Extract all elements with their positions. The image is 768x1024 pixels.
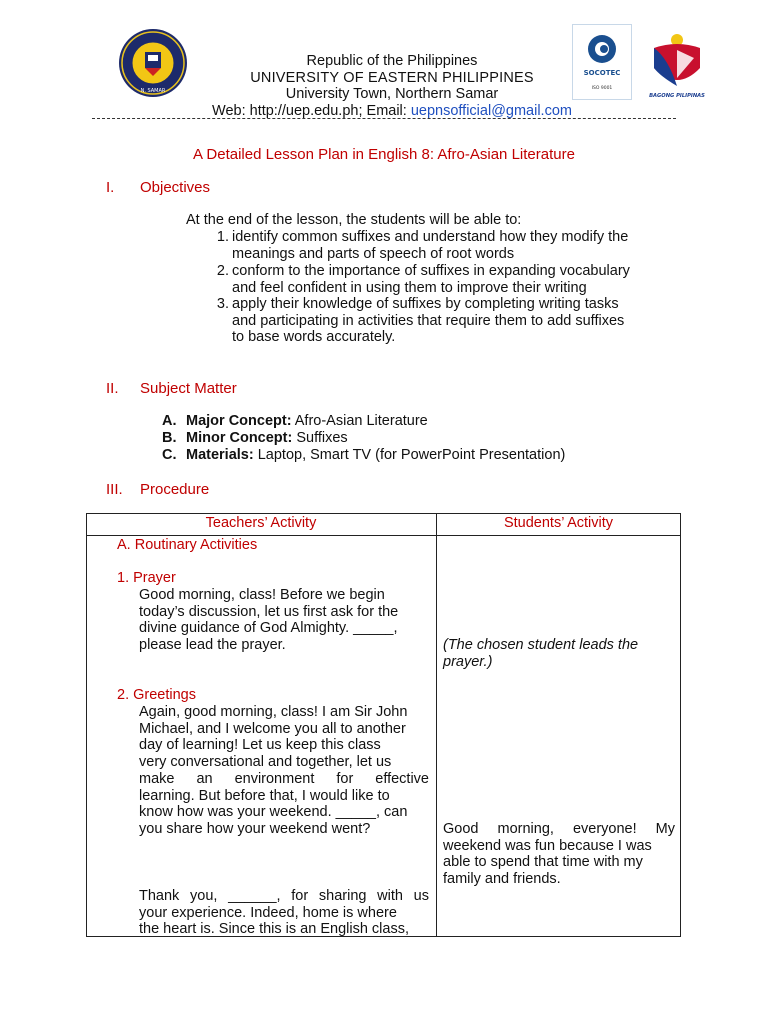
greetings-line-1: Again, good morning, class! I am Sir John [139, 704, 408, 720]
seal-bottom-text: N. SAMAR [140, 88, 166, 94]
greetings-line-8: you share how your weekend went? [139, 820, 371, 837]
major-concept-key: Major Concept: [186, 413, 292, 429]
subject-matter-number: II. [106, 380, 119, 397]
prayer-line-1: Good morning, class! Before we begin [139, 587, 385, 603]
objective-1-line-1: identify common suffixes and understand how they modify the [232, 229, 629, 245]
subject-minor-concept [186, 430, 348, 446]
objectives-number: I. [106, 179, 115, 196]
greetings-line-2: Michael, and I welcome you all to another [139, 720, 406, 737]
procedure-heading: Procedure [140, 481, 210, 498]
prayer-student-line-2: prayer.) [443, 653, 493, 670]
objective-3 [232, 296, 675, 346]
subject-c-letter: C. [162, 447, 177, 463]
greetings-line-5: make an environment for effective [139, 770, 429, 787]
materials-value: Laptop, Smart TV (for PowerPoint Presentation) [253, 447, 566, 463]
thanks-line-2: your experience. Indeed, home is where [139, 904, 397, 921]
prayer-student-text [443, 637, 675, 670]
prayer-student-line-1: (The chosen student leads the [443, 637, 639, 653]
objective-3-line-1: apply their knowledge of suffixes by completing writing tasks [232, 296, 619, 312]
greetings-student-line-2: weekend was fun because I was [443, 837, 652, 854]
flag-label: BAGONG PILIPINAS [649, 93, 705, 99]
objective-2-line-1: conform to the importance of suffixes in expanding vocabulary [232, 263, 630, 279]
page-title: A Detailed Lesson Plan in English 8: Afro-Asian Literature [193, 146, 575, 163]
header-divider [92, 118, 676, 119]
subject-matter-heading: Subject Matter [140, 380, 237, 397]
greetings-line-3: day of learning! Let us keep this class [139, 737, 381, 754]
prayer-line-3: divine guidance of God Almighty. _____, [139, 620, 398, 637]
objective-3-line-3: to base words accurately. [232, 329, 396, 346]
header-university: UNIVERSITY OF EASTERN PHILIPPINES [250, 70, 534, 86]
greetings-student-text [443, 821, 675, 888]
objective-1-line-2: meanings and parts of speech of root words [232, 245, 515, 262]
thanks-line-1: Thank you, ______, for sharing with us [139, 888, 429, 904]
procedure-number: III. [106, 481, 123, 498]
header-address: University Town, Northern Samar [285, 86, 499, 102]
table-header-divider [86, 535, 681, 536]
minor-concept-key: Minor Concept: [186, 430, 293, 446]
objective-1 [232, 229, 675, 262]
subject-major-concept [186, 413, 428, 429]
cert-iso: ISO 9001 [591, 86, 613, 91]
header-web: Web: http://uep.edu.ph; Email: [212, 103, 411, 119]
prayer-line-2: today’s discussion, let us first ask for the [139, 603, 399, 620]
students-activity-header: Students’ Activity [503, 515, 614, 531]
objective-1-number: 1. [216, 229, 229, 245]
subject-materials [186, 447, 565, 463]
objective-3-number: 3. [216, 296, 229, 312]
greetings-teacher-text [139, 704, 429, 838]
greetings-line-6: learning. But before that, I would like to [139, 787, 390, 804]
greetings-student-line-4: family and friends. [443, 871, 561, 888]
greetings-line-4: very conversational and together, let us [139, 754, 392, 771]
cert-name: SOCOTEC [583, 69, 621, 77]
greetings-student-line-3: able to spend that time with my [443, 854, 643, 871]
objective-2-line-2: and feel confident in using them to improve their writing [232, 279, 587, 296]
thanks-line-3: the heart is. Since this is an English class, [139, 921, 409, 938]
header-country: Republic of the Philippines [306, 53, 478, 69]
prayer-line-4: please lead the prayer. [139, 637, 286, 654]
teachers-activity-header: Teachers’ Activity [205, 515, 317, 531]
objective-2 [232, 263, 675, 296]
greetings-student-line-1: Good morning, everyone! My [443, 821, 675, 837]
greetings-line-7: know how was your weekend. _____, can [139, 804, 408, 821]
prayer-heading: 1. Prayer [117, 570, 176, 586]
bagong-pilipinas-logo [646, 28, 708, 100]
objective-3-line-2: and participating in activities that require them to add suffixes [232, 312, 625, 329]
routinary-activities-heading: A. Routinary Activities [117, 537, 258, 553]
objectives-heading: Objectives [140, 179, 211, 196]
header-email-link[interactable]: uepnsofficial@gmail.com [410, 103, 572, 119]
greetings-thanks-text [139, 888, 429, 938]
prayer-teacher-text [139, 587, 429, 654]
table-column-divider [436, 513, 437, 937]
subject-a-letter: A. [162, 413, 177, 429]
subject-b-letter: B. [162, 430, 177, 446]
greetings-heading: 2. Greetings [117, 687, 196, 703]
major-concept-value: Afro-Asian Literature [291, 413, 428, 429]
objectives-intro: At the end of the lesson, the students will be able to: [186, 212, 522, 228]
objective-2-number: 2. [216, 263, 229, 279]
minor-concept-value: Suffixes [292, 430, 348, 446]
materials-key: Materials: [186, 447, 254, 463]
